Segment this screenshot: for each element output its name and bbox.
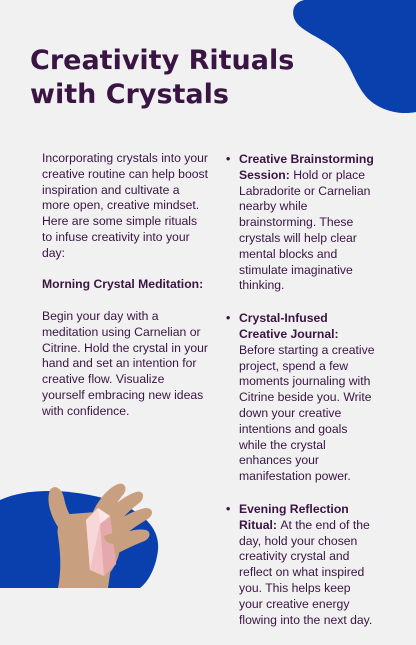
- ritual-item-journal: [226, 311, 376, 485]
- bullet-icon: •: [226, 152, 231, 166]
- paragraph-spacer: [42, 293, 210, 309]
- ritual-item-brainstorming: [226, 152, 376, 294]
- left-column: [42, 151, 210, 420]
- ritual-item-evening-reflection: [226, 502, 376, 628]
- ritual-text: Hold or place Labradorite or Carnelian nearby while brainstorming. These crystals will help clear mental blocks and stimulate imaginative thinking.: [239, 167, 371, 293]
- morning-meditation-text: Begin your day with a meditation using Carnelian or Citrine. Hold the crystal in your hand and set an intention for creative flow. Visualize yourself embracing new ideas with confidence.: [42, 308, 208, 418]
- ritual-heading: Evening Reflection Ritual:: [239, 501, 349, 532]
- rituals-list: [226, 152, 376, 645]
- intro-paragraph: Incorporating crystals into your creative routine can help boost inspiration and cultivate a more open, creative mindset. Here are some simple rituals to infuse creativity into your day:: [42, 151, 208, 260]
- page-title-line-1: Creativity Rituals: [30, 45, 295, 76]
- paragraph-spacer: [42, 262, 210, 278]
- hand-holding-crystal-illustration: [38, 478, 168, 588]
- ritual-heading: Creative Brainstorming Session:: [239, 152, 374, 182]
- page-title-line-2: with Crystals: [30, 79, 229, 110]
- page-title: [30, 44, 320, 112]
- bullet-icon: •: [226, 501, 231, 516]
- ritual-text: At the end of the day, hold your chosen creativity crystal and reflect on what inspired you. This helps keep your creative energy flowing into the next day.: [239, 517, 373, 627]
- ritual-text: Before starting a creative project, spend a few moments journaling with Citrine beside you. Write down your creative intentions and goals while the crystal enhances your manifestation power.: [239, 342, 375, 484]
- ritual-heading: Crystal-Infused Creative Journal:: [239, 311, 339, 341]
- morning-meditation-heading: Morning Crystal Meditation:: [42, 277, 204, 292]
- bullet-icon: •: [226, 311, 231, 326]
